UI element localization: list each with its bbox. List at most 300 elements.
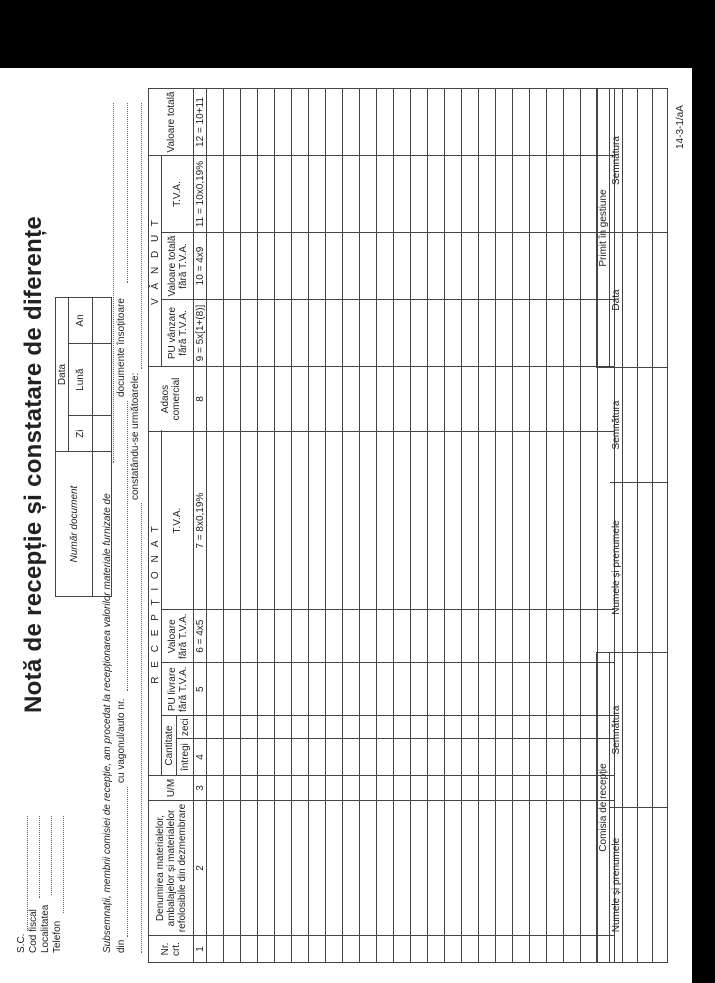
table-cell[interactable] <box>343 776 360 801</box>
table-cell[interactable] <box>445 801 462 936</box>
table-cell[interactable] <box>547 776 564 801</box>
table-cell[interactable] <box>411 739 428 776</box>
table-cell[interactable] <box>207 432 224 610</box>
table-cell[interactable] <box>530 233 547 300</box>
table-cell[interactable] <box>496 716 513 739</box>
table-cell[interactable] <box>513 739 530 776</box>
table-cell[interactable] <box>207 300 224 367</box>
table-cell[interactable] <box>207 739 224 776</box>
table-cell[interactable] <box>258 801 275 936</box>
table-cell[interactable] <box>462 663 479 716</box>
table-cell[interactable] <box>377 89 394 156</box>
table-cell[interactable] <box>394 776 411 801</box>
table-cell[interactable] <box>530 89 547 156</box>
telefon-field[interactable] <box>63 816 64 913</box>
table-cell[interactable] <box>292 367 309 432</box>
table-cell[interactable] <box>275 936 292 963</box>
table-cell[interactable] <box>309 156 326 233</box>
table-cell[interactable] <box>377 300 394 367</box>
table-cell[interactable] <box>547 610 564 663</box>
table-cell[interactable] <box>496 801 513 936</box>
table-cell[interactable] <box>445 156 462 233</box>
table-cell[interactable] <box>241 89 258 156</box>
table-cell[interactable] <box>275 801 292 936</box>
table-cell[interactable] <box>377 156 394 233</box>
table-cell[interactable] <box>292 610 309 663</box>
table-cell[interactable] <box>275 432 292 610</box>
table-cell[interactable] <box>241 432 258 610</box>
table-cell[interactable] <box>496 610 513 663</box>
table-cell[interactable] <box>241 300 258 367</box>
table-cell[interactable] <box>479 233 496 300</box>
table-cell[interactable] <box>275 300 292 367</box>
table-cell[interactable] <box>547 89 564 156</box>
table-cell[interactable] <box>479 776 496 801</box>
table-cell[interactable] <box>292 936 309 963</box>
table-cell[interactable] <box>513 432 530 610</box>
table-cell[interactable] <box>513 663 530 716</box>
table-cell[interactable] <box>326 801 343 936</box>
table-cell[interactable] <box>479 716 496 739</box>
table-cell[interactable] <box>343 610 360 663</box>
table-cell[interactable] <box>564 716 581 739</box>
table-cell[interactable] <box>581 716 598 739</box>
signature-cell[interactable] <box>638 653 653 808</box>
signature-cell[interactable] <box>623 233 638 368</box>
table-cell[interactable] <box>547 936 564 963</box>
table-cell[interactable] <box>258 432 275 610</box>
table-cell[interactable] <box>275 663 292 716</box>
table-cell[interactable] <box>428 610 445 663</box>
table-cell[interactable] <box>411 233 428 300</box>
table-cell[interactable] <box>275 367 292 432</box>
table-cell[interactable] <box>479 801 496 936</box>
table-cell[interactable] <box>496 89 513 156</box>
table-cell[interactable] <box>360 156 377 233</box>
table-cell[interactable] <box>428 716 445 739</box>
table-cell[interactable] <box>496 300 513 367</box>
table-cell[interactable] <box>207 367 224 432</box>
table-cell[interactable] <box>428 432 445 610</box>
table-cell[interactable] <box>241 663 258 716</box>
table-cell[interactable] <box>462 233 479 300</box>
table-cell[interactable] <box>360 663 377 716</box>
table-cell[interactable] <box>326 233 343 300</box>
table-cell[interactable] <box>394 233 411 300</box>
table-cell[interactable] <box>343 89 360 156</box>
table-cell[interactable] <box>462 156 479 233</box>
table-cell[interactable] <box>445 936 462 963</box>
table-cell[interactable] <box>309 610 326 663</box>
table-cell[interactable] <box>241 610 258 663</box>
table-cell[interactable] <box>479 367 496 432</box>
table-cell[interactable] <box>479 739 496 776</box>
table-cell[interactable] <box>360 716 377 739</box>
table-cell[interactable] <box>377 801 394 936</box>
table-cell[interactable] <box>462 89 479 156</box>
furnizor-field[interactable] <box>113 103 114 463</box>
table-cell[interactable] <box>564 776 581 801</box>
table-cell[interactable] <box>258 610 275 663</box>
signature-cell[interactable] <box>653 653 668 808</box>
table-cell[interactable] <box>445 739 462 776</box>
table-cell[interactable] <box>445 432 462 610</box>
table-cell[interactable] <box>224 432 241 610</box>
table-cell[interactable] <box>343 233 360 300</box>
table-cell[interactable] <box>258 89 275 156</box>
table-cell[interactable] <box>275 716 292 739</box>
documente-field[interactable] <box>127 103 128 283</box>
table-cell[interactable] <box>428 89 445 156</box>
table-cell[interactable] <box>564 156 581 233</box>
table-cell[interactable] <box>462 610 479 663</box>
table-cell[interactable] <box>241 936 258 963</box>
table-cell[interactable] <box>241 801 258 936</box>
table-cell[interactable] <box>564 367 581 432</box>
table-cell[interactable] <box>530 801 547 936</box>
table-cell[interactable] <box>530 156 547 233</box>
table-cell[interactable] <box>326 936 343 963</box>
table-cell[interactable] <box>292 776 309 801</box>
table-cell[interactable] <box>275 156 292 233</box>
table-cell[interactable] <box>394 936 411 963</box>
table-cell[interactable] <box>564 233 581 300</box>
table-cell[interactable] <box>292 739 309 776</box>
table-cell[interactable] <box>258 739 275 776</box>
table-cell[interactable] <box>428 739 445 776</box>
signature-cell[interactable] <box>653 368 668 483</box>
table-cell[interactable] <box>411 801 428 936</box>
table-cell[interactable] <box>394 300 411 367</box>
table-cell[interactable] <box>207 716 224 739</box>
an-field[interactable] <box>93 298 112 344</box>
table-cell[interactable] <box>547 716 564 739</box>
table-cell[interactable] <box>462 801 479 936</box>
table-cell[interactable] <box>394 739 411 776</box>
table-cell[interactable] <box>326 776 343 801</box>
table-cell[interactable] <box>377 936 394 963</box>
table-cell[interactable] <box>207 156 224 233</box>
table-cell[interactable] <box>241 233 258 300</box>
table-cell[interactable] <box>428 663 445 716</box>
table-cell[interactable] <box>224 610 241 663</box>
table-cell[interactable] <box>275 89 292 156</box>
table-cell[interactable] <box>360 936 377 963</box>
table-cell[interactable] <box>581 156 598 233</box>
signature-cell[interactable] <box>623 808 638 963</box>
table-cell[interactable] <box>224 233 241 300</box>
table-cell[interactable] <box>411 716 428 739</box>
table-cell[interactable] <box>241 716 258 739</box>
table-cell[interactable] <box>462 367 479 432</box>
table-cell[interactable] <box>564 739 581 776</box>
cod-fiscal-field[interactable] <box>39 816 40 898</box>
table-cell[interactable] <box>513 156 530 233</box>
table-cell[interactable] <box>513 233 530 300</box>
table-cell[interactable] <box>513 776 530 801</box>
table-cell[interactable] <box>360 432 377 610</box>
table-cell[interactable] <box>581 610 598 663</box>
table-cell[interactable] <box>530 300 547 367</box>
table-cell[interactable] <box>479 89 496 156</box>
table-cell[interactable] <box>513 801 530 936</box>
table-cell[interactable] <box>275 610 292 663</box>
signature-cell[interactable] <box>623 89 638 233</box>
table-cell[interactable] <box>326 432 343 610</box>
table-cell[interactable] <box>224 739 241 776</box>
table-cell[interactable] <box>445 233 462 300</box>
table-cell[interactable] <box>326 89 343 156</box>
table-cell[interactable] <box>207 233 224 300</box>
table-cell[interactable] <box>564 663 581 716</box>
table-cell[interactable] <box>377 610 394 663</box>
table-cell[interactable] <box>547 801 564 936</box>
table-cell[interactable] <box>547 432 564 610</box>
table-cell[interactable] <box>360 89 377 156</box>
table-cell[interactable] <box>275 739 292 776</box>
table-cell[interactable] <box>343 156 360 233</box>
table-cell[interactable] <box>428 936 445 963</box>
table-cell[interactable] <box>462 716 479 739</box>
table-cell[interactable] <box>513 716 530 739</box>
table-cell[interactable] <box>343 367 360 432</box>
table-cell[interactable] <box>530 432 547 610</box>
table-cell[interactable] <box>207 776 224 801</box>
table-cell[interactable] <box>428 776 445 801</box>
table-cell[interactable] <box>513 367 530 432</box>
table-cell[interactable] <box>275 233 292 300</box>
table-cell[interactable] <box>496 432 513 610</box>
signature-cell[interactable] <box>638 233 653 368</box>
table-cell[interactable] <box>581 801 598 936</box>
signature-cell[interactable] <box>653 89 668 233</box>
table-cell[interactable] <box>309 801 326 936</box>
table-cell[interactable] <box>292 801 309 936</box>
table-cell[interactable] <box>445 716 462 739</box>
table-cell[interactable] <box>496 776 513 801</box>
table-cell[interactable] <box>360 801 377 936</box>
table-cell[interactable] <box>462 936 479 963</box>
table-cell[interactable] <box>241 367 258 432</box>
table-cell[interactable] <box>581 739 598 776</box>
table-cell[interactable] <box>326 739 343 776</box>
table-cell[interactable] <box>462 432 479 610</box>
table-cell[interactable] <box>326 716 343 739</box>
table-cell[interactable] <box>411 89 428 156</box>
table-cell[interactable] <box>547 367 564 432</box>
table-cell[interactable] <box>411 776 428 801</box>
table-cell[interactable] <box>581 89 598 156</box>
table-cell[interactable] <box>292 233 309 300</box>
table-cell[interactable] <box>513 610 530 663</box>
table-cell[interactable] <box>513 936 530 963</box>
table-cell[interactable] <box>224 156 241 233</box>
table-cell[interactable] <box>394 432 411 610</box>
table-cell[interactable] <box>462 739 479 776</box>
table-cell[interactable] <box>258 300 275 367</box>
table-cell[interactable] <box>258 233 275 300</box>
table-cell[interactable] <box>377 367 394 432</box>
table-cell[interactable] <box>360 610 377 663</box>
table-cell[interactable] <box>530 739 547 776</box>
table-cell[interactable] <box>343 300 360 367</box>
table-cell[interactable] <box>445 300 462 367</box>
table-cell[interactable] <box>462 776 479 801</box>
table-cell[interactable] <box>360 367 377 432</box>
table-cell[interactable] <box>224 936 241 963</box>
table-cell[interactable] <box>309 776 326 801</box>
table-cell[interactable] <box>224 801 241 936</box>
table-cell[interactable] <box>258 716 275 739</box>
table-cell[interactable] <box>564 300 581 367</box>
table-cell[interactable] <box>258 663 275 716</box>
table-cell[interactable] <box>394 610 411 663</box>
din-field[interactable] <box>127 787 128 937</box>
table-cell[interactable] <box>496 663 513 716</box>
table-cell[interactable] <box>394 716 411 739</box>
table-cell[interactable] <box>292 300 309 367</box>
table-cell[interactable] <box>207 610 224 663</box>
table-cell[interactable] <box>428 367 445 432</box>
table-cell[interactable] <box>445 776 462 801</box>
table-cell[interactable] <box>530 610 547 663</box>
table-cell[interactable] <box>581 432 598 610</box>
table-cell[interactable] <box>530 367 547 432</box>
table-cell[interactable] <box>326 300 343 367</box>
table-cell[interactable] <box>377 432 394 610</box>
table-cell[interactable] <box>309 716 326 739</box>
table-cell[interactable] <box>496 233 513 300</box>
table-cell[interactable] <box>377 739 394 776</box>
table-cell[interactable] <box>224 300 241 367</box>
table-cell[interactable] <box>462 300 479 367</box>
table-cell[interactable] <box>564 936 581 963</box>
table-cell[interactable] <box>343 739 360 776</box>
table-cell[interactable] <box>241 776 258 801</box>
table-cell[interactable] <box>224 89 241 156</box>
table-cell[interactable] <box>343 801 360 936</box>
signature-cell[interactable] <box>653 483 668 653</box>
table-cell[interactable] <box>496 156 513 233</box>
table-cell[interactable] <box>394 801 411 936</box>
signature-cell[interactable] <box>653 808 668 963</box>
table-cell[interactable] <box>343 936 360 963</box>
table-cell[interactable] <box>309 300 326 367</box>
table-cell[interactable] <box>377 716 394 739</box>
table-cell[interactable] <box>428 300 445 367</box>
table-cell[interactable] <box>479 610 496 663</box>
signature-cell[interactable] <box>623 368 638 483</box>
table-cell[interactable] <box>479 432 496 610</box>
table-cell[interactable] <box>581 663 598 716</box>
table-cell[interactable] <box>309 233 326 300</box>
table-cell[interactable] <box>326 367 343 432</box>
constatari-field[interactable] <box>141 103 142 369</box>
table-cell[interactable] <box>377 776 394 801</box>
table-cell[interactable] <box>258 156 275 233</box>
table-cell[interactable] <box>326 610 343 663</box>
table-cell[interactable] <box>479 663 496 716</box>
table-cell[interactable] <box>496 739 513 776</box>
table-cell[interactable] <box>445 367 462 432</box>
table-cell[interactable] <box>564 801 581 936</box>
table-cell[interactable] <box>343 432 360 610</box>
table-cell[interactable] <box>292 89 309 156</box>
table-cell[interactable] <box>547 663 564 716</box>
table-cell[interactable] <box>292 156 309 233</box>
signature-cell[interactable] <box>623 653 638 808</box>
table-cell[interactable] <box>428 233 445 300</box>
table-cell[interactable] <box>581 300 598 367</box>
table-cell[interactable] <box>496 936 513 963</box>
table-cell[interactable] <box>207 663 224 716</box>
table-cell[interactable] <box>411 663 428 716</box>
signature-cell[interactable] <box>638 483 653 653</box>
table-cell[interactable] <box>343 716 360 739</box>
table-cell[interactable] <box>292 716 309 739</box>
table-cell[interactable] <box>479 156 496 233</box>
table-cell[interactable] <box>360 776 377 801</box>
table-cell[interactable] <box>530 663 547 716</box>
table-cell[interactable] <box>224 367 241 432</box>
table-cell[interactable] <box>564 432 581 610</box>
table-cell[interactable] <box>309 739 326 776</box>
table-cell[interactable] <box>530 936 547 963</box>
table-cell[interactable] <box>445 610 462 663</box>
table-cell[interactable] <box>258 367 275 432</box>
table-cell[interactable] <box>224 716 241 739</box>
table-cell[interactable] <box>530 776 547 801</box>
table-cell[interactable] <box>224 663 241 716</box>
table-cell[interactable] <box>428 156 445 233</box>
table-cell[interactable] <box>326 663 343 716</box>
table-cell[interactable] <box>343 663 360 716</box>
table-cell[interactable] <box>547 300 564 367</box>
table-cell[interactable] <box>292 663 309 716</box>
table-cell[interactable] <box>326 156 343 233</box>
zi-field[interactable] <box>93 416 112 452</box>
table-cell[interactable] <box>581 233 598 300</box>
table-cell[interactable] <box>411 432 428 610</box>
table-cell[interactable] <box>377 663 394 716</box>
table-cell[interactable] <box>360 233 377 300</box>
table-cell[interactable] <box>564 610 581 663</box>
table-cell[interactable] <box>479 300 496 367</box>
table-cell[interactable] <box>581 776 598 801</box>
luna-field[interactable] <box>93 343 112 416</box>
table-cell[interactable] <box>513 89 530 156</box>
table-cell[interactable] <box>377 233 394 300</box>
table-cell[interactable] <box>224 776 241 801</box>
observatii-field[interactable] <box>141 503 142 953</box>
table-cell[interactable] <box>258 776 275 801</box>
table-cell[interactable] <box>309 432 326 610</box>
table-cell[interactable] <box>309 663 326 716</box>
table-cell[interactable] <box>411 367 428 432</box>
table-cell[interactable] <box>394 663 411 716</box>
table-cell[interactable] <box>547 739 564 776</box>
signature-cell[interactable] <box>638 89 653 233</box>
table-cell[interactable] <box>530 716 547 739</box>
table-cell[interactable] <box>581 936 598 963</box>
table-cell[interactable] <box>360 300 377 367</box>
table-cell[interactable] <box>292 432 309 610</box>
table-cell[interactable] <box>241 739 258 776</box>
signature-cell[interactable] <box>623 483 638 653</box>
table-cell[interactable] <box>445 663 462 716</box>
signature-cell[interactable] <box>653 233 668 368</box>
table-cell[interactable] <box>547 156 564 233</box>
